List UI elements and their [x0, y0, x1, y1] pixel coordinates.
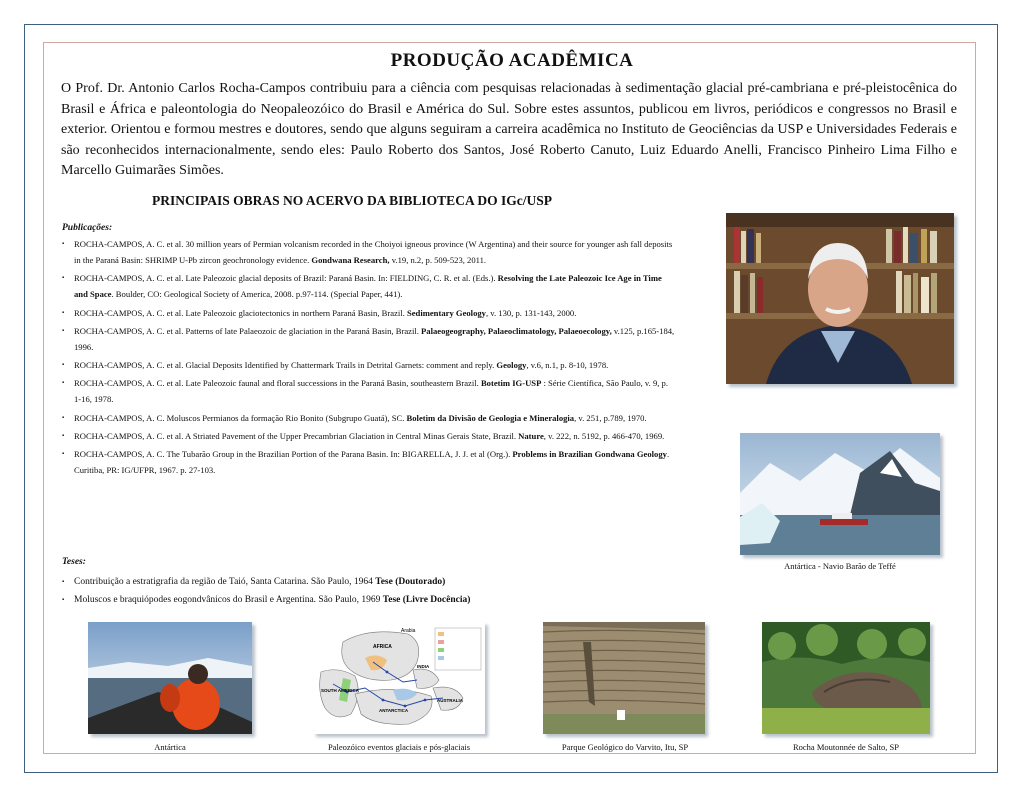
ship-caption: Antártica - Navio Barão de Teffé: [784, 561, 896, 571]
publication-text: . Curitiba, PR: IG/UFPR, 1967. p. 27-103.: [74, 449, 670, 476]
publication-item: [62, 375, 677, 407]
publication-item: [62, 270, 677, 302]
publication-text: v.125, p.165-184, 1996.: [74, 325, 675, 352]
map-caption: Paleozóico eventos glaciais e pós-glaciais: [327, 742, 471, 752]
section-subtitle: PRINCIPAIS OBRAS NO ACERVO DA BIBLIOTECA DO IGc/USP: [152, 193, 552, 208]
thesis-item: [62, 591, 470, 609]
publication-item: [62, 323, 677, 355]
thesis-degree: Tese (Livre Docência): [382, 595, 471, 605]
publication-item: [62, 357, 677, 373]
map-label-africa: AFRICA: [373, 644, 392, 650]
publication-source: Boletim da Divisão de Geologia e Mineralogia: [406, 412, 575, 423]
publication-text: ROCHA-CAMPOS, A. C. et al. Late Paleozoic glaciotectonics in northern Paraná Basin, Brazil.: [74, 307, 407, 318]
publication-text: ROCHA-CAMPOS, A. C. et al. Patterns of late Palaeozoic de glaciation in the Paraná Basin, Brazil.: [74, 325, 422, 336]
thesis-degree: Tese (Doutorado): [375, 577, 446, 587]
antarctica-ship-photo: [740, 433, 940, 555]
rocha-caption: Rocha Moutonnée de Salto, SP: [792, 742, 899, 752]
publication-source: Botetim IG-USP: [480, 378, 542, 389]
publications-label: Publicações:: [62, 223, 113, 233]
publication-text: , v. 130, p. 131-143, 2000.: [485, 307, 577, 318]
publication-source: Palaeogeography, Palaeoclimatology, Palaeoecology,: [421, 325, 612, 336]
rocha-moutonnee-photo: [762, 622, 930, 734]
publication-item: [62, 446, 677, 478]
varvito-caption: Parque Geológico do Varvito, Itu, SP: [561, 742, 689, 752]
map-label-australia: AUSTRALIA: [437, 698, 463, 703]
portrait-photo: [726, 213, 954, 384]
boat-caption: Antártica: [154, 742, 186, 752]
publication-source: Nature: [518, 431, 544, 442]
publication-source: Geology: [496, 360, 527, 371]
publication-text: ROCHA-CAMPOS, A. C. et al. Late Paleozoic faunal and floral successions in the Paraná Basin, southeastern Brazil.: [74, 378, 481, 389]
publication-text: , v. 222, n. 5192, p. 466-470, 1969.: [543, 431, 665, 442]
publications-list: [62, 236, 677, 481]
theses-list: [62, 573, 470, 609]
thesis-text: Contribuição a estratigrafia da região de Taió, Santa Catarina. São Paulo, 1964: [74, 577, 376, 587]
thesis-item: [62, 573, 470, 591]
map-label-india: INDIA: [417, 664, 430, 669]
publication-text: v.19, n.2, p. 509-523, 2011.: [389, 255, 487, 265]
page-title: PRODUÇÃO ACADÊMICA: [390, 50, 634, 71]
publication-text: ROCHA-CAMPOS, A. C. The Tubarão Group in the Brazilian Portion of the Parana Basin. In: BIGARELLA, J. J. et al (Org.).: [74, 449, 513, 460]
antarctica-boat-photo: [88, 622, 252, 734]
map-label-antarctica: ANTARCTICA: [379, 708, 409, 713]
publication-source: Problems in Brazilian Gondwana Geology: [512, 449, 667, 460]
publication-source: Sedimentary Geology: [406, 307, 486, 318]
map-label-arabia: Arabia: [401, 628, 416, 634]
publication-item: [62, 236, 677, 268]
varvito-photo: [543, 622, 705, 734]
publication-source: Gondwana Research,: [311, 255, 390, 265]
publication-text: , v.6, n.1, p. 8-10, 1978.: [526, 360, 609, 371]
publication-text: , v. 251, p.789, 1970.: [574, 412, 647, 423]
publication-item: [62, 410, 677, 426]
publication-item: [62, 428, 677, 444]
publication-text: . Boulder, CO: Geological Society of America, 2008. p.97-114. (Special Paper, 441).: [111, 289, 403, 300]
theses-label: Teses:: [62, 557, 86, 567]
publication-text: ROCHA-CAMPOS, A. C. et al. Glacial Deposits Identified by Chattermark Trails in Detrital Garnets: comment and reply.: [74, 360, 497, 371]
publication-text: ROCHA-CAMPOS, A. C. et al. Late Paleozoic glacial deposits of Brazil: Paraná Basin. In: FIELDING, C. R. et al. (Eds.).: [74, 273, 498, 284]
publication-text: ROCHA-CAMPOS, A. C. et al. A Striated Pavement of the Upper Precambrian Glaciation in Central Minas Gerais State, Brazil.: [74, 431, 519, 442]
intro-paragraph: O Prof. Dr. Antonio Carlos Rocha-Campos contribuiu para a ciência com pesquisas relacionadas à sedimentação glacial pré-cambriana e pré-pleistocênica do Brasil e África e paleontologia do Neopaleozóico do Brasil e América do Sul. Sobre estes assuntos, publicou em livros, periódicos e congressos no Brasil e exterior. Orientou e formou mestres e doutores, sendo que alguns seguiram a carreira acadêmica no Instituto de Geociências da USP e Universidades Federais e são reconhecidos internacionalmente, sendo eles: Paulo Roberto dos Santos, José Roberto Canuto, Luiz Eduardo Anelli, Francisco Pinheiro Lima Filho e Marcello Guimarães Simões.: [61, 81, 957, 179]
publication-text: : Série Científica, São Paulo, v. 9, p. 1-16, 1978.: [74, 378, 668, 405]
publication-text: ROCHA-CAMPOS, A. C. Moluscos Permianos da formação Rio Bonito (Subgrupo Guatá), SC.: [74, 412, 407, 423]
thesis-text: Moluscos e braquiópodes eogondvânicos do Brasil e Argentina. São Paulo, 1969: [74, 595, 383, 605]
publication-item: [62, 305, 677, 321]
gondwana-map: [313, 622, 485, 734]
publication-source: Resolving the Late Paleozoic Ice Age in Time and Space: [74, 273, 662, 300]
map-label-south-america: SOUTH AMERICA: [321, 688, 359, 693]
publication-text: ROCHA-CAMPOS, A. C. et al. 30 million years of Permian volcanism recorded in the Choiyoi igneous province (W Argentina) and their source for younger ash fall deposits in the Paraná Basin: SHRIMP U-Pb zircon geochronology evidence.: [74, 239, 673, 265]
